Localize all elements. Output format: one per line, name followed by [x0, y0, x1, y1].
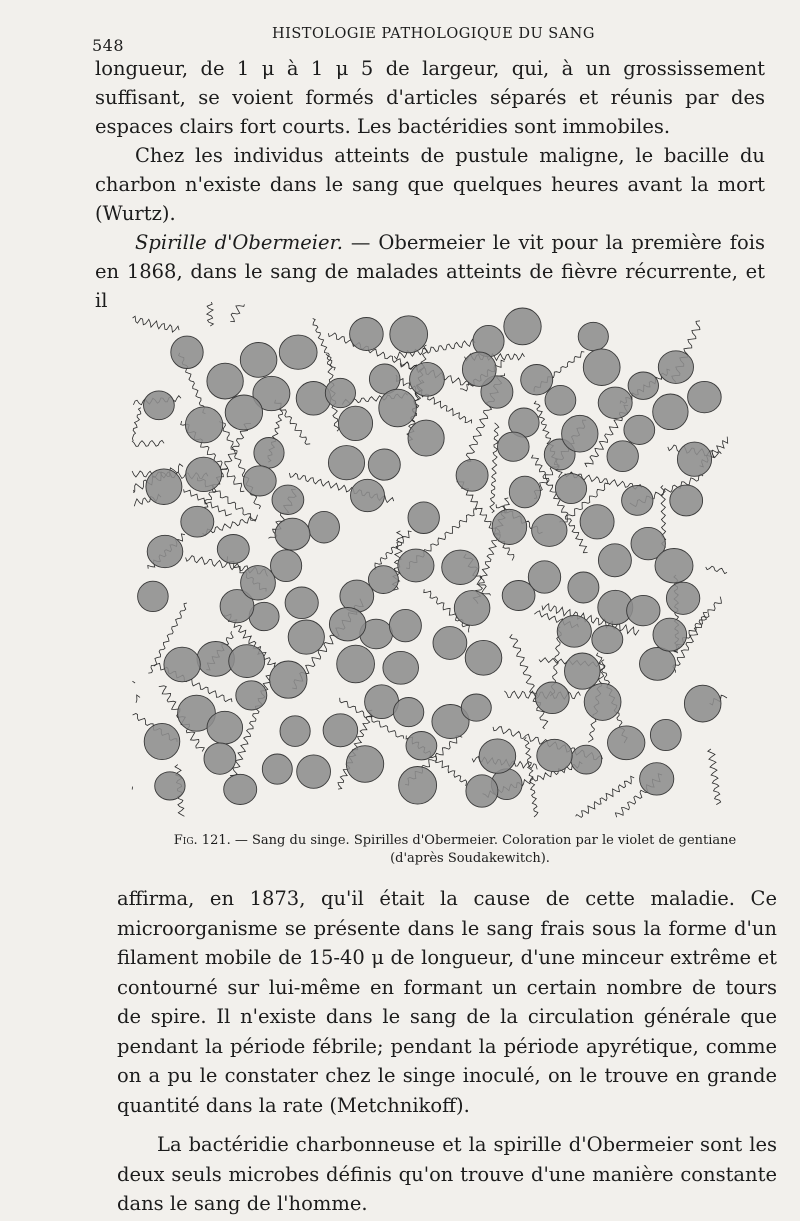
red-blood-cell	[309, 511, 340, 543]
red-blood-cell	[236, 681, 267, 710]
red-blood-cell	[408, 502, 439, 534]
spirillum	[576, 776, 635, 817]
section-heading-spirille: Spirille d'Obermeier.	[135, 231, 343, 254]
paragraph-continuation: longueur, de 1 μ à 1 μ 5 de largeur, qui, à un grossissement suffisant, se voient formés d'articles séparés et réunis par des espaces clairs fort courts. Les bactéridies sont immobiles.	[95, 57, 765, 138]
red-blood-cell	[224, 774, 257, 804]
red-blood-cell	[509, 476, 540, 508]
red-blood-cell	[185, 407, 222, 443]
red-blood-cell	[688, 381, 722, 412]
red-blood-cell	[598, 387, 632, 418]
red-blood-cell	[504, 308, 541, 345]
red-blood-cell	[186, 457, 222, 491]
red-blood-cell	[580, 505, 614, 539]
blood-smear-engraving	[130, 300, 730, 820]
red-blood-cell	[653, 394, 688, 430]
red-blood-cell	[565, 653, 601, 689]
red-blood-cell	[461, 694, 491, 721]
red-blood-cell	[204, 743, 236, 774]
red-blood-cell	[241, 566, 276, 600]
red-blood-cell	[399, 767, 437, 805]
red-blood-cell	[640, 648, 676, 681]
red-blood-cell	[323, 714, 358, 747]
red-blood-cell	[479, 739, 516, 773]
red-blood-cell	[658, 351, 693, 384]
paragraph-spirille-body: Obermeier le vit pour la première fois en 1868, dans le sang de malades atteints de fièvre récurrente, et il	[95, 231, 765, 312]
red-blood-cell	[454, 591, 490, 626]
red-blood-cell	[279, 335, 317, 369]
red-blood-cell	[171, 336, 203, 368]
red-blood-cell	[398, 549, 434, 582]
spirillum	[510, 634, 548, 729]
red-blood-cell	[379, 389, 417, 427]
red-blood-cell	[329, 608, 365, 641]
red-blood-cell	[462, 352, 496, 386]
red-blood-cell	[229, 645, 265, 678]
red-blood-cell	[537, 739, 572, 771]
running-title: HISTOLOGIE PATHOLOGIQUE DU SANG	[272, 26, 595, 42]
red-blood-cell	[368, 449, 400, 480]
red-blood-cell	[351, 479, 385, 511]
red-blood-cell	[410, 362, 445, 396]
spirillum	[313, 319, 336, 371]
red-blood-cell	[217, 535, 249, 564]
red-blood-cell	[555, 474, 586, 504]
red-blood-cell	[578, 322, 608, 350]
red-blood-cell	[583, 349, 620, 386]
spirillum	[133, 316, 180, 332]
red-blood-cell	[571, 745, 602, 774]
red-blood-cell	[328, 446, 364, 480]
red-blood-cell	[207, 711, 243, 744]
paragraph-affirma: affirma, en 1873, qu'il était la cause de cette maladie. Ce microorganisme se présente dans le sang frais sous la forme d'un filament mobile de 15-40 μ de longueur, d'une minceur extrême et contourné sur lui-même en formant un certain nombre de tours de spire. Il n'existe dans le sang de la circulation générale que pendant la période fébrile; pendant la période apyrétique, comme on a pu le constater chez le singe inoculé, on le trouve en grande quantité dans la rate (Metchnikoff).	[117, 887, 777, 1117]
red-blood-cell	[138, 581, 169, 611]
red-blood-cell	[147, 535, 183, 567]
red-blood-cell	[262, 754, 292, 784]
spirillum	[132, 440, 164, 446]
red-blood-cell	[592, 626, 623, 654]
spirillum	[136, 695, 140, 703]
red-blood-cell	[389, 609, 421, 641]
red-blood-cell	[164, 647, 200, 682]
red-blood-cell	[442, 550, 479, 584]
spirillum	[132, 408, 141, 441]
red-blood-cell	[254, 438, 284, 469]
red-blood-cell	[144, 723, 180, 759]
red-blood-cell	[498, 432, 530, 461]
caption-line-2: (d'après Soudakewitch).	[390, 851, 550, 866]
red-blood-cell	[670, 485, 703, 516]
red-blood-cell	[584, 683, 621, 720]
red-blood-cell	[207, 363, 243, 399]
red-blood-cell	[521, 365, 553, 395]
paragraph-conclusion: La bactéridie charbonneuse et la spirille d'Obermeier sont les deux seuls microbes définis qu'on trouve d'une manière constante dans le sang de l'homme.	[117, 1133, 777, 1215]
spirillum	[706, 566, 727, 573]
red-blood-cell	[465, 640, 502, 675]
spirillum	[132, 681, 135, 683]
red-blood-cell	[181, 506, 214, 537]
red-blood-cell	[528, 561, 560, 593]
red-blood-cell	[390, 316, 428, 353]
red-blood-cell	[337, 645, 375, 683]
red-blood-cell	[568, 572, 599, 603]
red-blood-cell	[627, 595, 660, 625]
red-blood-cell	[622, 486, 653, 516]
red-blood-cell	[275, 518, 310, 550]
red-blood-cell	[383, 651, 419, 684]
spirillum	[207, 302, 214, 326]
red-blood-cell	[325, 378, 355, 407]
red-blood-cell	[146, 469, 182, 505]
spirillum	[524, 737, 538, 817]
red-blood-cell	[297, 755, 331, 788]
caption-text: — Sang du singe. Spirilles d'Obermeier. Coloration par le violet de gentiane	[230, 833, 737, 848]
red-blood-cell	[492, 509, 527, 544]
red-blood-cell	[640, 763, 674, 795]
red-blood-cell	[666, 582, 699, 614]
red-blood-cell	[608, 726, 645, 760]
red-blood-cell	[243, 466, 276, 496]
red-blood-cell	[346, 746, 383, 783]
red-blood-cell	[650, 719, 681, 750]
red-blood-cell	[271, 550, 302, 582]
red-blood-cell	[535, 682, 569, 714]
caption-line-1	[150, 832, 760, 850]
red-blood-cell	[677, 442, 711, 476]
red-blood-cell	[408, 420, 444, 456]
figure-caption	[150, 832, 760, 868]
bottom-text-block	[117, 884, 777, 1219]
red-blood-cell	[607, 441, 638, 472]
page-number: 548	[92, 36, 125, 55]
red-blood-cell	[562, 415, 598, 452]
red-blood-cell	[545, 385, 576, 415]
red-blood-cell	[288, 620, 324, 654]
red-blood-cell	[624, 415, 655, 444]
red-blood-cell	[628, 372, 658, 399]
spirillum	[230, 304, 244, 321]
red-blood-cell	[368, 566, 398, 594]
red-blood-cell	[655, 549, 693, 583]
red-blood-cell	[338, 406, 372, 440]
red-blood-cell	[280, 716, 310, 747]
red-blood-cell	[240, 343, 277, 378]
red-blood-cell	[270, 661, 307, 698]
red-blood-cell	[296, 382, 331, 416]
red-blood-cell	[285, 587, 318, 619]
red-blood-cell	[466, 775, 498, 807]
red-blood-cell	[532, 514, 567, 546]
red-blood-cell	[433, 627, 467, 660]
red-blood-cell	[406, 732, 437, 760]
top-text-block	[95, 54, 765, 315]
running-head	[92, 26, 760, 55]
red-blood-cell	[393, 698, 423, 727]
red-blood-cell	[653, 618, 687, 651]
red-blood-cell	[350, 318, 384, 351]
red-blood-cell	[684, 685, 721, 722]
red-blood-cell	[456, 459, 488, 491]
red-blood-cell	[155, 772, 185, 800]
spirillum	[490, 423, 499, 513]
figure-label: Fig. 121.	[173, 833, 231, 848]
red-blood-cell	[225, 395, 262, 430]
red-blood-cell	[598, 544, 631, 577]
figure-illustration	[130, 300, 730, 820]
red-blood-cell	[557, 615, 591, 647]
spirillum	[708, 749, 721, 805]
red-blood-cell	[272, 485, 304, 514]
paragraph-pustule: Chez les individus atteints de pustule maligne, le bacille du charbon n'existe dans le sang que quelques heures avant la mort (Wurtz).	[95, 144, 765, 225]
heading-dash: —	[342, 231, 379, 254]
red-blood-cell	[144, 391, 175, 420]
